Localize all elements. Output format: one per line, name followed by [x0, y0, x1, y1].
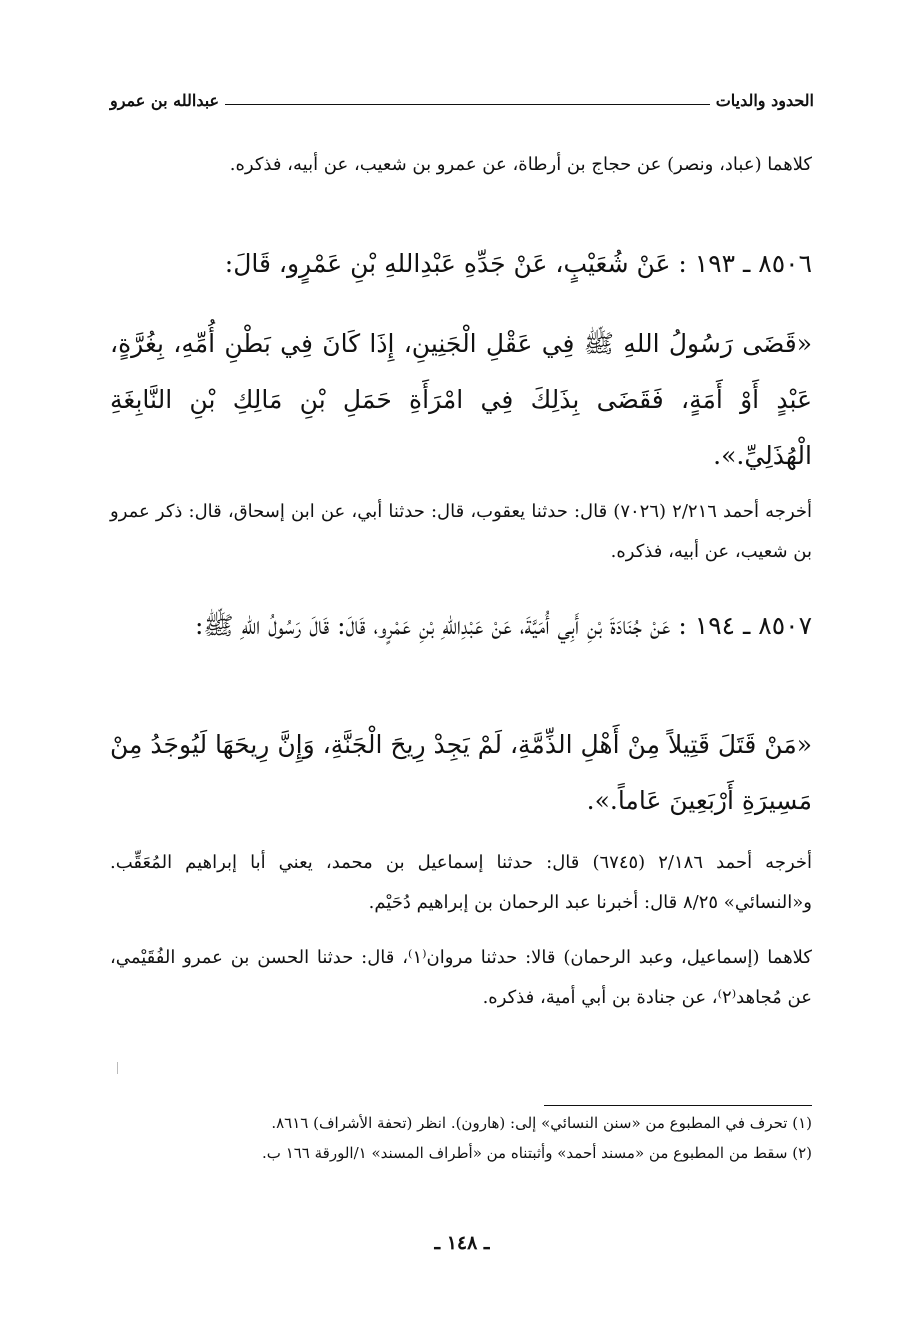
footnote-2: (٢) سقط من المطبوع من «مسند أحمد» وأثبتناه من «أطراف المسند» ١/الورقة ١٦٦ ب.	[262, 1144, 812, 1162]
paragraph-takhrij-8507: أخرجه أحمد ٢/١٨٦ (٦٧٤٥) قال: حدثنا إسماعيل بن محمد، يعني أبا إبراهيم المُعَقِّب. و«النسائي» ٨/٢٥ قال: أخبرنا عبد الرحمان بن إبراهيم دُحَيْم.	[110, 852, 813, 913]
paragraph-chain-1: كلاهما (عباد، ونصر) عن حجاج بن أرطاة، عن عمرو بن شعيب، عن أبيه، فذكره.	[229, 154, 812, 175]
header-rule	[225, 104, 710, 105]
companion-name: عبدالله بن عمرو	[110, 91, 220, 110]
hadith-text-8506: «قَضَى رَسُولُ اللهِ ﷺ فِي عَقْلِ الْجَنِينِ، إِذَا كَانَ فِي بَطْنِ أُمِّهِ، بِغُرَّةٍ، عَبْدٍ أَوْ أَمَةٍ، فَقَضَى بِذَلِكَ فِي امْرَأَةِ حَمَلِ بْنِ مَالِكِ بْنِ النَّابِغَةِ الْهُذَلِيِّ.».	[110, 329, 812, 470]
hadith-text-8507: «مَنْ قَتَلَ قَتِيلاً مِنْ أَهْلِ الذِّمَّةِ، لَمْ يَجِدْ رِيحَ الْجَنَّةِ، وَإِنَّ رِيحَهَا لَيُوجَدُ مِنْ مَسِيرَةِ أَرْبَعِينَ عَاماً.».	[110, 730, 812, 815]
footnote-1: (١) تحرف في المطبوع من «سنن النسائي» إلى: (هارون). انظر (تحفة الأشراف) ٨٦١٦.	[271, 1114, 812, 1132]
footnotes	[110, 1108, 812, 1168]
book-title: الحدود والديات	[715, 91, 814, 110]
paragraph-chain-8507: كلاهما (إسماعيل، وعبد الرحمان) قالا: حدثنا مروان⁽١⁾، قال: حدثنا الحسن بن عمرو الفُقَيْمي، عن مُجاهد⁽٢⁾، عن جنادة بن أبي أمية، فذكره.	[110, 947, 812, 1008]
page-number: ـ ١٤٨ ـ	[434, 1232, 490, 1254]
running-header	[110, 80, 814, 110]
hadith-heading-8506: ٨٥٠٦ ـ ١٩٣ : عَنْ شُعَيْبٍ، عَنْ جَدِّهِ عَبْدِاللهِ بْنِ عَمْرٍو، قَالَ:	[224, 249, 812, 278]
margin-mark	[117, 1062, 118, 1074]
paragraph-takhrij-8506: أخرجه أحمد ٢/٢١٦ (٧٠٢٦) قال: حدثنا يعقوب، قال: حدثنا أبي، عن ابن إسحاق، قال: ذكر عمرو بن شعيب، عن أبيه، فذكره.	[110, 501, 812, 562]
hadith-heading-8507: ٨٥٠٧ ـ ١٩٤ : عَنْ جُنَادَةَ بْنِ أَبِي أُمَيَّةَ، عَنْ عَبْدِاللهِ بْنِ عَمْرٍو، قَالَ: قَالَ رَسُولُ اللهِ ﷺ:	[194, 611, 812, 640]
footnote-rule	[544, 1105, 812, 1106]
